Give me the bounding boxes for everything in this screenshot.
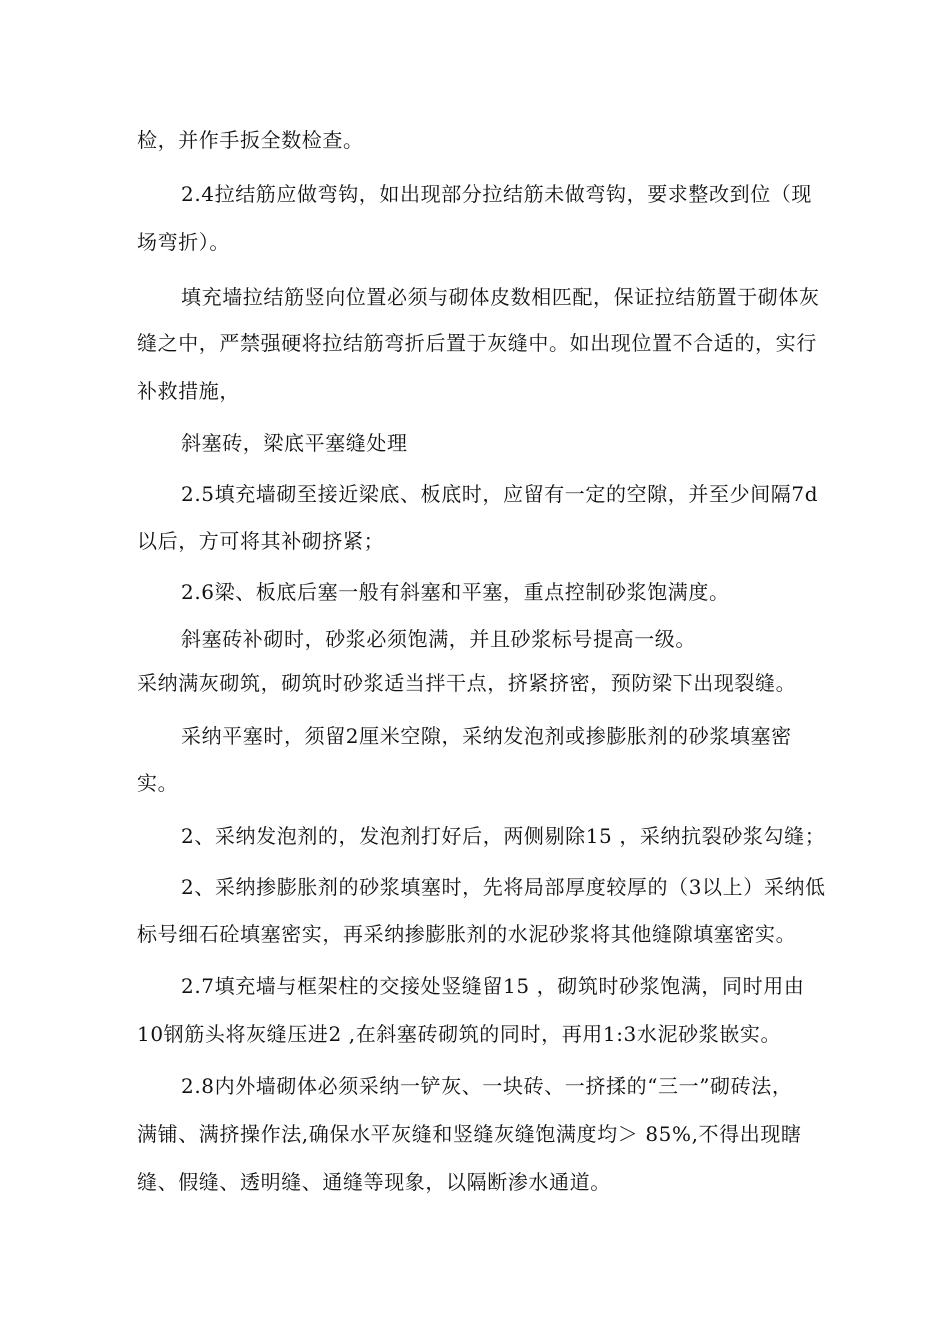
text-line: 斜塞砖补砌时，砂浆必须饱满，并且砂浆标号提高一级。 [181,627,696,651]
text-line: 采纳平塞时，须留2厘米空隙，采纳发泡剂或掺膨胀剂的砂浆填塞密 [181,724,792,748]
text-line: 检，并作手扳全数检查。 [137,128,364,152]
text-line: 2.8内外墙砌体必须采纳一铲灰、一块砖、一挤揉的“三一”砌砖法， [181,1074,793,1098]
text-line: 标号细石砼填塞密实，再采纳掺膨胀剂的水泥砂浆将其他缝隙填塞密实。 [137,922,797,946]
text-line: 补救措施， [137,379,240,403]
text-line: 10钢筋头将灰缝压进2 ,在斜塞砖砌筑的同时，再用1:3水泥砂浆嵌实。 [137,1022,782,1046]
text-line: 缝、假缝、透明缝、通缝等现象，以隔断渗水通道。 [137,1170,611,1194]
text-line: 场弯折）。 [137,230,230,254]
text-line: 2、采纳掺膨胀剂的砂浆填塞时，先将局部厚度较厚的（3以上）采纳低 [181,875,826,899]
text-line: 2.4拉结筋应做弯钩，如出现部分拉结筋未做弯钩，要求整改到位（现 [181,182,813,206]
text-line: 2.5填充墙砌至接近梁底、板底时，应留有一定的空隙，并至少间隔7d [181,482,819,506]
text-line: 以后，方可将其补砌挤紧； [137,529,385,553]
text-line: 2.6梁、板底后塞一般有斜塞和平塞，重点控制砂浆饱满度。 [181,580,730,604]
text-line: 采纳满灰砌筑，砌筑时砂浆适当拌干点，挤紧挤密，预防梁下出现裂缝。 [137,671,797,695]
text-line: 缝之中，严禁强硬将拉结筋弯折后置于灰缝中。如出现位置不合适的，实行 [137,331,817,355]
text-line: 2、采纳发泡剂的，发泡剂打好后，两侧剔除15 ，采纳抗裂砂浆勾缝； [181,824,826,848]
text-line: 实。 [137,771,179,795]
text-line: 2.7填充墙与框架柱的交接处竖缝留15 ，砌筑时砂浆饱满，同时用由 [181,974,805,998]
text-line: 斜塞砖，梁底平塞缝处理 [181,431,408,455]
text-line: 满铺、满挤操作法,确保水平灰缝和竖缝灰缝饱满度均＞ 85%,不得出现瞎 [137,1122,802,1146]
text-line: 填充墙拉结筋竖向位置必须与砌体皮数相匹配，保证拉结筋置于砌体灰 [181,285,820,309]
